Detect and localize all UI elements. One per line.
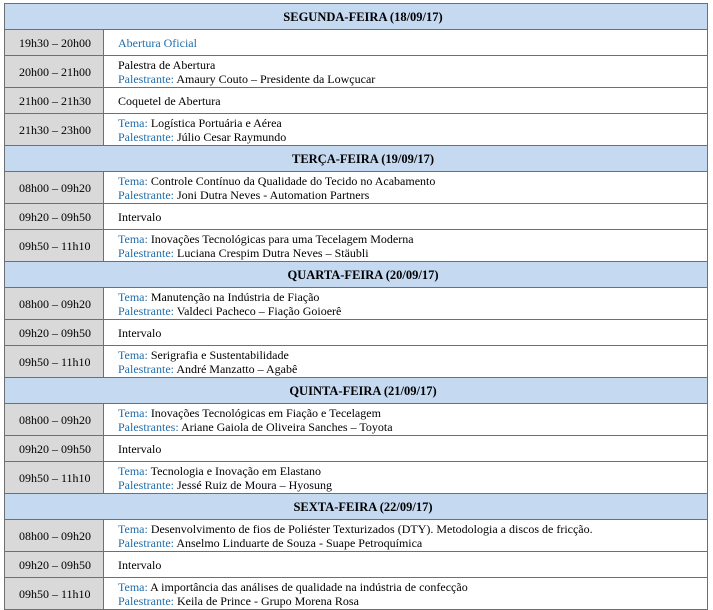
time-cell: 09h20 – 09h50 — [5, 436, 104, 462]
description-cell — [104, 30, 708, 56]
description-text: Abertura Oficial — [118, 35, 197, 50]
time-cell: 09h20 – 09h50 — [5, 320, 104, 346]
description-line-1 — [118, 232, 707, 246]
speaker-text: Amaury Couto – Presidente da Lowçucar — [173, 71, 376, 86]
day-header: QUINTA-FEIRA (21/09/17) — [5, 378, 708, 404]
description-cell — [104, 320, 708, 346]
day-header-row — [5, 4, 708, 30]
description-line-1 — [118, 406, 707, 420]
speaker-text: André Manzatto – Agabê — [173, 361, 298, 376]
time-cell: 09h50 – 11h10 — [5, 230, 104, 262]
description-cell — [104, 520, 708, 552]
description-cell — [104, 114, 708, 146]
schedule-row — [5, 88, 708, 114]
speaker-label: Palestrante: — [118, 477, 174, 492]
description-text: Intervalo — [118, 325, 162, 340]
time-cell: 19h30 – 20h00 — [5, 30, 104, 56]
description-line-2 — [118, 130, 707, 144]
tema-label: Tema: — [118, 289, 148, 304]
schedule-body — [5, 4, 708, 610]
description-cell — [104, 56, 708, 88]
schedule-table — [4, 3, 708, 610]
schedule-row — [5, 56, 708, 88]
description-text: Intervalo — [118, 557, 162, 572]
speaker-text: Ariane Gaiola de Oliveira Sanches – Toyota — [178, 419, 393, 434]
description-cell — [104, 578, 708, 610]
description-line-1 — [118, 558, 707, 572]
day-header-row — [5, 494, 708, 520]
schedule-row — [5, 320, 708, 346]
day-header: SEGUNDA-FEIRA (18/09/17) — [5, 4, 708, 30]
description-cell — [104, 230, 708, 262]
description-text: Controle Contínuo da Qualidade do Tecido no Acabamento — [147, 173, 436, 188]
description-line-1 — [118, 326, 707, 340]
tema-label: Tema: — [118, 463, 148, 478]
schedule-row — [5, 114, 708, 146]
time-cell: 08h00 – 09h20 — [5, 288, 104, 320]
time-cell: 09h50 – 11h10 — [5, 346, 104, 378]
day-header-row — [5, 262, 708, 288]
schedule-row — [5, 520, 708, 552]
description-text: Serigrafia e Sustentabilidade — [147, 347, 289, 362]
description-text: Manutenção na Indústria de Fiação — [147, 289, 320, 304]
speaker-label: Palestrante: — [118, 535, 174, 550]
description-line-1 — [118, 94, 707, 108]
tema-label: Tema: — [118, 579, 148, 594]
description-text: Desenvolvimento de fios de Poliéster Texturizados (DTY). Metodologia a discos de fricção. — [147, 521, 593, 536]
tema-label: Tema: — [118, 115, 148, 130]
time-cell: 09h50 – 11h10 — [5, 462, 104, 494]
description-text: Intervalo — [118, 441, 162, 456]
tema-label: Tema: — [118, 231, 148, 246]
tema-label: Tema: — [118, 521, 148, 536]
time-cell: 08h00 – 09h20 — [5, 520, 104, 552]
speaker-label: Palestrante: — [118, 129, 174, 144]
schedule-row — [5, 552, 708, 578]
speaker-label: Palestrante: — [118, 187, 174, 202]
description-cell — [104, 404, 708, 436]
description-cell — [104, 204, 708, 230]
description-cell — [104, 462, 708, 494]
day-header: QUARTA-FEIRA (20/09/17) — [5, 262, 708, 288]
description-line-1 — [118, 348, 707, 362]
speaker-label: Palestrante: — [118, 361, 174, 376]
schedule-row — [5, 462, 708, 494]
time-cell: 09h50 – 11h10 — [5, 578, 104, 610]
description-text: Logística Portuária e Aérea — [147, 115, 282, 130]
description-text: A importância das análises de qualidade na indústria de confecção — [147, 579, 468, 594]
description-line-1 — [118, 464, 707, 478]
speaker-label: Palestrante: — [118, 71, 174, 86]
schedule-row — [5, 172, 708, 204]
schedule-row — [5, 436, 708, 462]
speaker-label: Palestrantes: — [118, 419, 179, 434]
description-cell — [104, 436, 708, 462]
day-header: TERÇA-FEIRA (19/09/17) — [5, 146, 708, 172]
time-cell: 21h30 – 23h00 — [5, 114, 104, 146]
speaker-text: Jessé Ruiz de Moura – Hyosung — [173, 477, 332, 492]
description-line-2 — [118, 536, 707, 550]
day-header-row — [5, 146, 708, 172]
description-line-2 — [118, 362, 707, 376]
description-line-1 — [118, 174, 707, 188]
speaker-label: Palestrante: — [118, 303, 174, 318]
description-line-2 — [118, 188, 707, 202]
description-line-1 — [118, 522, 707, 536]
speaker-text: Valdeci Pacheco – Fiação Goioerê — [173, 303, 342, 318]
schedule-row — [5, 230, 708, 262]
schedule-row — [5, 204, 708, 230]
description-line-2 — [118, 72, 707, 86]
description-line-2 — [118, 246, 707, 260]
schedule-row — [5, 346, 708, 378]
description-line-1 — [118, 290, 707, 304]
schedule-row — [5, 578, 708, 610]
day-header-row — [5, 378, 708, 404]
speaker-text: Joni Dutra Neves - Automation Partners — [173, 187, 370, 202]
speaker-label: Palestrante: — [118, 593, 174, 608]
time-cell: 09h20 – 09h50 — [5, 204, 104, 230]
time-cell: 08h00 – 09h20 — [5, 404, 104, 436]
tema-label: Tema: — [118, 405, 148, 420]
tema-label: Tema: — [118, 347, 148, 362]
description-line-2 — [118, 420, 707, 434]
description-line-2 — [118, 594, 707, 608]
description-text: Palestra de Abertura — [118, 57, 216, 72]
description-line-1 — [118, 210, 707, 224]
day-header: SEXTA-FEIRA (22/09/17) — [5, 494, 708, 520]
description-text: Inovações Tecnológicas em Fiação e Tecelagem — [147, 405, 381, 420]
time-cell: 21h00 – 21h30 — [5, 88, 104, 114]
speaker-text: Anselmo Linduarte de Souza - Suape Petroquímica — [173, 535, 423, 550]
speaker-text: Júlio Cesar Raymundo — [173, 129, 287, 144]
description-line-2 — [118, 304, 707, 318]
time-cell: 20h00 – 21h00 — [5, 56, 104, 88]
description-cell — [104, 88, 708, 114]
description-line-1 — [118, 580, 707, 594]
tema-label: Tema: — [118, 173, 148, 188]
speaker-label: Palestrante: — [118, 245, 174, 260]
speaker-text: Luciana Crespim Dutra Neves – Stäubli — [173, 245, 369, 260]
schedule-row — [5, 288, 708, 320]
description-text: Tecnologia e Inovação em Elastano — [147, 463, 322, 478]
description-cell — [104, 552, 708, 578]
description-text: Coquetel de Abertura — [118, 93, 221, 108]
description-line-2 — [118, 478, 707, 492]
schedule-row — [5, 30, 708, 56]
description-text: Inovações Tecnológicas para uma Tecelagem Moderna — [147, 231, 414, 246]
description-line-1 — [118, 58, 707, 72]
description-line-1 — [118, 116, 707, 130]
description-cell — [104, 346, 708, 378]
description-line-1 — [118, 442, 707, 456]
description-cell — [104, 172, 708, 204]
time-cell: 08h00 – 09h20 — [5, 172, 104, 204]
description-text: Intervalo — [118, 209, 162, 224]
description-line-1 — [118, 36, 707, 50]
schedule-row — [5, 404, 708, 436]
speaker-text: Keila de Prince - Grupo Morena Rosa — [173, 593, 359, 608]
time-cell: 09h20 – 09h50 — [5, 552, 104, 578]
description-cell — [104, 288, 708, 320]
